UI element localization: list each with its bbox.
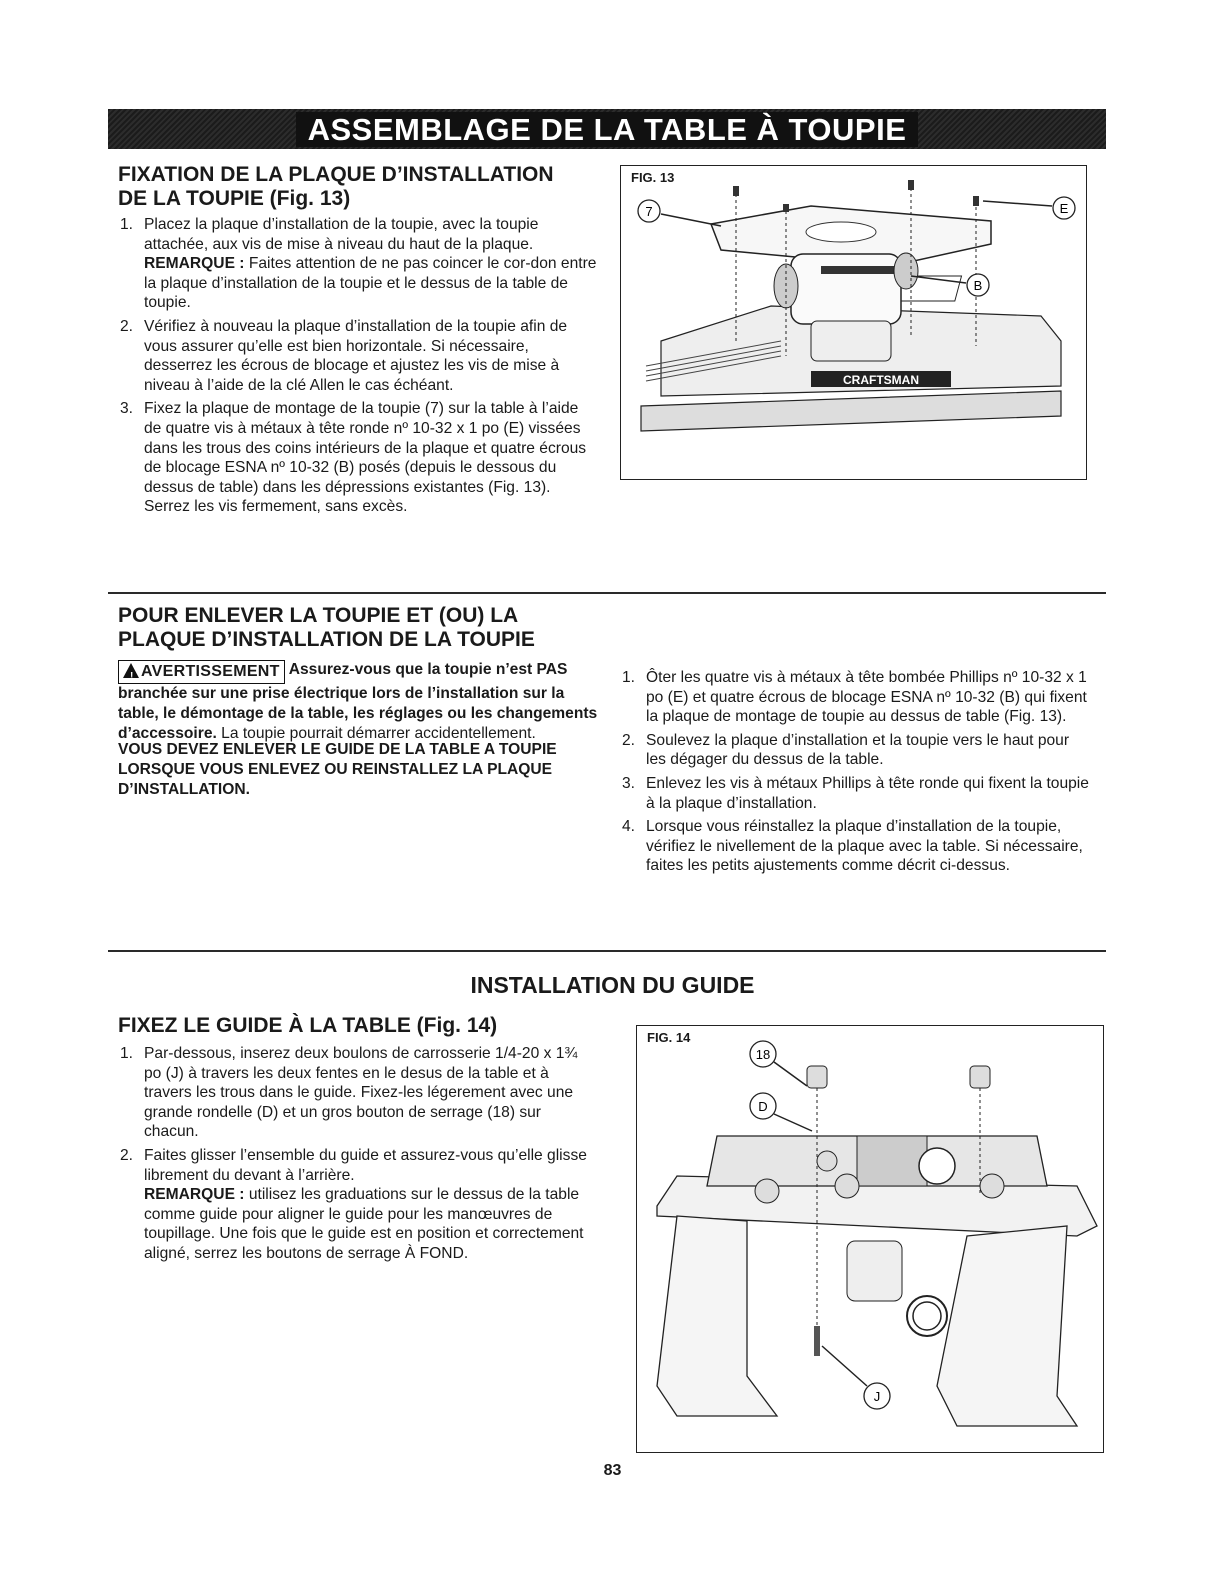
section2-title-line1: POUR ENLEVER LA TOUPIE ET (OU) LA [118, 604, 519, 627]
warning-label: AVERTISSEMENT [141, 663, 280, 680]
figure-14 [636, 1025, 1104, 1453]
list-item [120, 215, 598, 313]
step-text: Enlevez les vis à métaux Phillips à tête ronde qui fixent la toupie à la plaque d’installation. [646, 774, 1089, 812]
step-text: Fixez la plaque de montage de la toupie (7) sur la table à l’aide de quatre vis à métaux à tête ronde nº 10-32 x 1 po (E) vissées dans les trous des coins intérieurs de la plaque et quatre écrous de blocage ESNA nº 10-32 (B) posés (depuis le dessous du dessus de table) dans les dépressions existantes (Fig. 13). Serrez les vis fermement, sans excès. [144, 400, 587, 516]
step-text: Lorsque vous réinstallez la plaque d’installation de la toupie, vérifiez le nivellement de la plaque avec la table. Si nécessaire, faites les petits ajustements comme décrit ci-dessus. [646, 818, 1083, 875]
callout-E: E [1059, 201, 1069, 216]
section2-title [118, 604, 618, 652]
section2-title-line2: PLAQUE D’INSTALLATION DE LA TOUPIE [118, 628, 535, 651]
callout-J: J [873, 1389, 881, 1404]
step-number: 3. [622, 774, 636, 792]
warning-block [118, 660, 608, 743]
step-number: 2. [120, 1146, 134, 1164]
router-table-fence-illustration [637, 1026, 1102, 1451]
page-banner [108, 109, 1106, 149]
list-item [120, 317, 598, 395]
figure-label: FIG. 13 [631, 170, 675, 185]
step-number: 1. [120, 216, 134, 233]
list-item [622, 731, 1092, 770]
list-item [622, 774, 1092, 813]
note-text: utilisez les graduations sur le dessus de la table comme guide pour aligner le guide pour les manœuvres de toupillage. Une fois que le guide est en position et correctement aligné, serrez les boutons de serrage À FOND. [144, 1186, 584, 1262]
warning-bold-text: Assurez-vous que la toupie n’est PAS branchée sur une prise électrique lors de l’installation sur la table, le démontage de la table, les réglages ou les changements d’accessoire. [118, 661, 598, 742]
note-label: REMARQUE : [144, 1186, 245, 1204]
step-text: Vérifiez à nouveau la plaque d’installation de la toupie afin de vous assurer qu’elle est bien horizontale. Si nécessaire, desserrez les écrous de blocage et ajustez les vis de mise à niveau à l’aide de la clé Allen le cas échéant. [144, 317, 568, 394]
warning-badge [118, 660, 285, 684]
step-number: 2. [622, 731, 636, 749]
section1-title [118, 163, 598, 211]
step-text: Placez la plaque d’installation de la toupie, avec la toupie attachée, aux vis de mise à niveau du haut de la plaque. [144, 216, 539, 253]
figure-13 [620, 165, 1087, 480]
note-text: Faites attention de ne pas coincer le cor-don entre la plaque d’installation de la toupie et le dessus de la table de toupie. [144, 255, 597, 312]
step-number: 2. [120, 317, 134, 335]
list-item [120, 1146, 598, 1264]
figure-label: FIG. 14 [647, 1030, 691, 1045]
caps-notice: VOUS DEVEZ ENLEVER LE GUIDE DE LA TABLE A TOUPIE LORSQUE VOUS ENLEVEZ OU REINSTALLEZ LA PLAQUE D’INSTALLATION. [118, 741, 557, 798]
list-item [622, 668, 1092, 727]
section1-steps [120, 215, 598, 521]
section-divider [108, 592, 1106, 594]
banner-title: ASSEMBLAGE DE LA TABLE À TOUPIE [296, 112, 919, 147]
section3-steps [120, 1044, 598, 1268]
list-item [120, 399, 598, 517]
section1-title-line2: DE LA TOUPIE (Fig. 13) [118, 187, 351, 210]
step-number: 1. [622, 669, 636, 686]
list-item [120, 1044, 598, 1142]
section3-title: FIXEZ LE GUIDE À LA TABLE (Fig. 14) [118, 1014, 498, 1037]
note-label: REMARQUE : [144, 255, 245, 273]
callout-D: D [758, 1099, 768, 1114]
step-number: 1. [120, 1045, 134, 1062]
step-text: Soulevez la plaque d’installation et la toupie vers le haut pour les dégager du dessus de la table. [646, 731, 1070, 769]
router-plate-illustration [621, 166, 1085, 478]
step-text: Par-dessous, inserez deux boulons de carrosserie 1/4-20 x 1¾ po (J) à travers les deux fentes en le desus de la table et à travers les trous dans le guide. Fixez-les légerement avec une grande rondelle (D) et un gros bouton de serrage (18) sur chacun. [144, 1045, 578, 1141]
section1-title-line1: FIXATION DE LA PLAQUE D’INSTALLATION [118, 163, 554, 186]
step-text: Faites glisser l’ensemble du guide et assurez-vous qu’elle glisse librement du devant à l’arrière. [144, 1146, 587, 1184]
callout-B: B [973, 278, 983, 293]
callout-7: 7 [645, 204, 653, 219]
list-item [622, 817, 1092, 876]
step-text: Ôter les quatre vis à métaux à tête bombée Phillips nº 10-32 x 1 po (E) et quatre écrous de blocage ESNA nº 10-32 (B) qui fixent la plaque de montage de toupie au dessus de table (Fig. 13). [646, 669, 1087, 726]
section2-steps [622, 668, 1092, 880]
step-number: 4. [622, 818, 636, 836]
page-number: 83 [603, 1462, 622, 1479]
section-divider [108, 950, 1106, 952]
warning-normal-text: La toupie pourrait démarrer accidentellement. [216, 724, 536, 742]
step-number: 3. [120, 400, 134, 418]
section3-heading: INSTALLATION DU GUIDE [470, 972, 755, 998]
warning-triangle-icon: ! [123, 663, 139, 678]
callout-18: 18 [755, 1047, 771, 1062]
brand-logo: CRAFTSMAN [843, 373, 919, 387]
